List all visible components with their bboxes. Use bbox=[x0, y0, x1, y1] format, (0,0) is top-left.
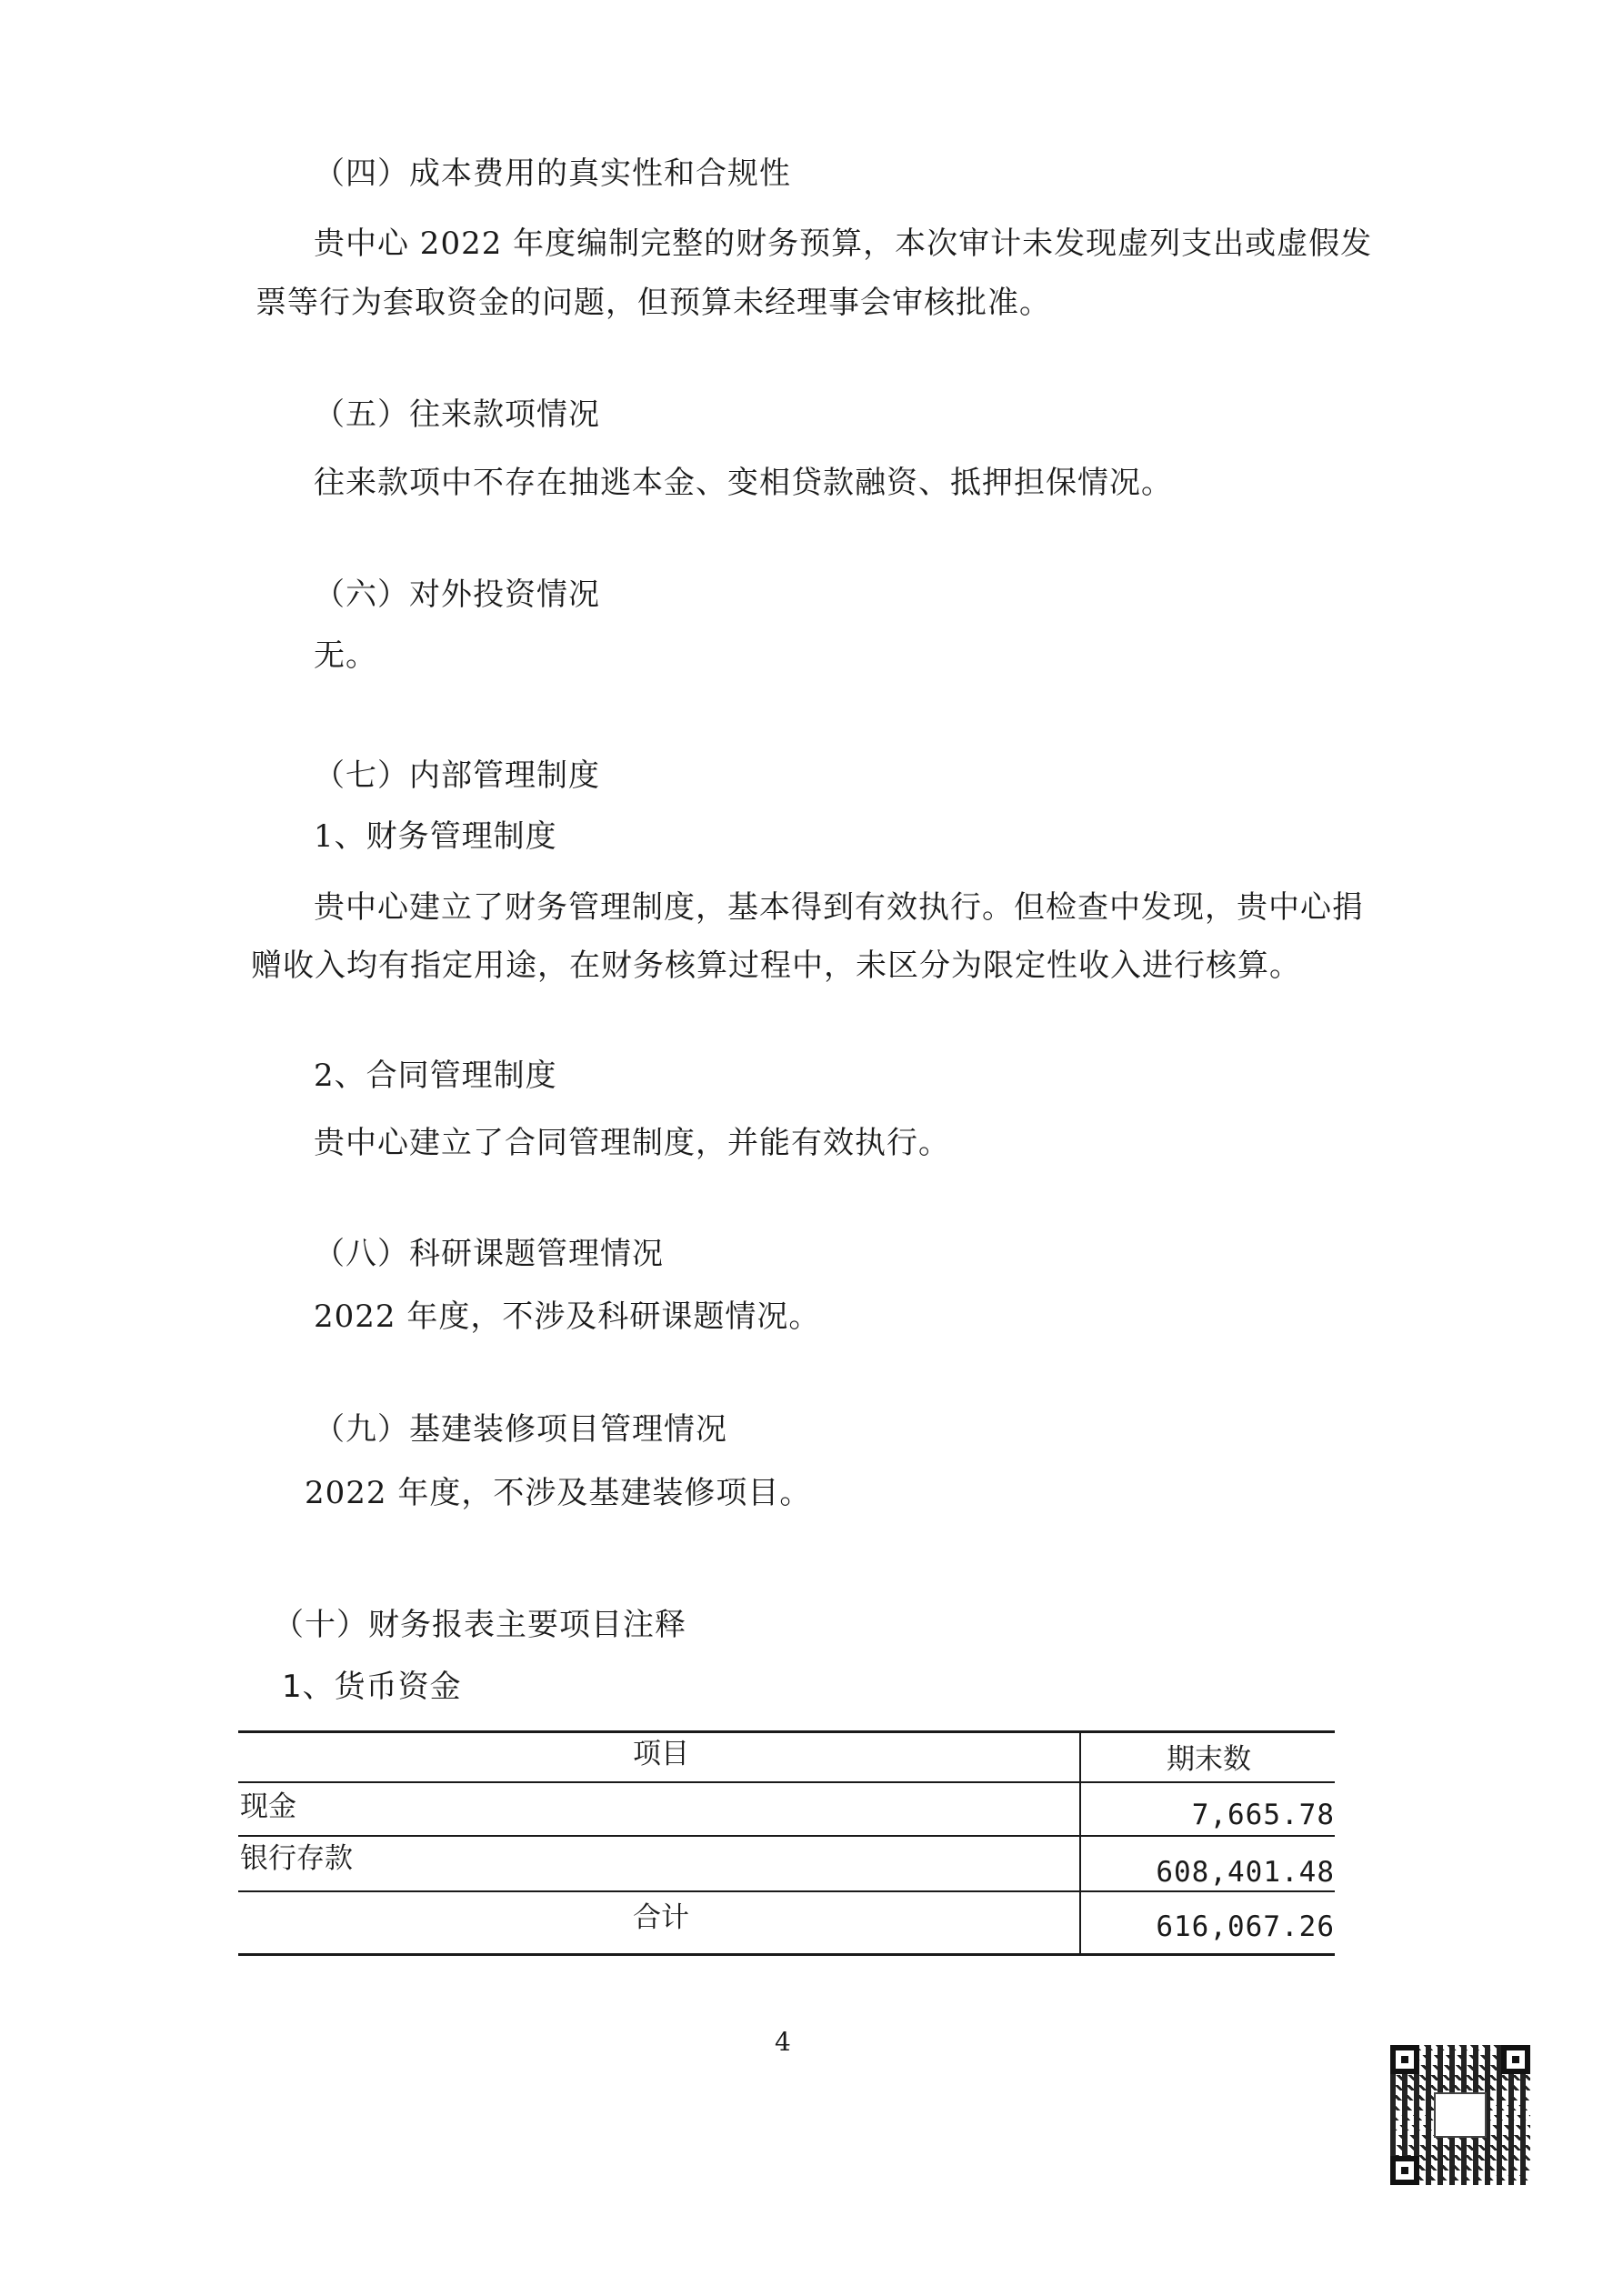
section-8-paragraph: 2022 年度，不涉及科研课题情况。 bbox=[314, 1298, 821, 1335]
section-4-paragraph-line-1: 贵中心 2022 年度编制完整的财务预算，本次审计未发现虚列支出或虚假发 bbox=[314, 226, 1373, 262]
qr-finder-pattern bbox=[1390, 2156, 1419, 2185]
total-amount: 616,067.26 bbox=[1156, 1910, 1335, 1943]
monetary-funds-table bbox=[238, 1730, 1335, 1956]
qr-finder-pattern bbox=[1501, 2045, 1530, 2074]
section-5-paragraph: 往来款项中不存在抽逃本金、变相贷款融资、抵押担保情况。 bbox=[314, 465, 1173, 501]
row-amount-cash: 7,665.78 bbox=[1191, 1799, 1335, 1831]
section-7-sub2-line-1: 贵中心建立了合同管理制度，并能有效执行。 bbox=[314, 1125, 950, 1161]
table-column-divider bbox=[1079, 1730, 1081, 1956]
header-amount: 期末数 bbox=[1167, 1743, 1251, 1776]
row-amount-bank-deposit: 608,401.48 bbox=[1156, 1856, 1335, 1889]
section-5-heading: （五）往来款项情况 bbox=[314, 396, 600, 433]
table-bottom-rule bbox=[238, 1953, 1335, 1956]
section-4-paragraph-line-2: 票等行为套取资金的问题，但预算未经理事会审核批准。 bbox=[255, 285, 1051, 321]
table-row-rule bbox=[238, 1890, 1335, 1892]
section-6-paragraph: 无。 bbox=[314, 637, 377, 674]
section-6-heading: （六）对外投资情况 bbox=[314, 577, 600, 613]
row-item-bank-deposit: 银行存款 bbox=[240, 1842, 353, 1875]
section-7-subheading-2: 2、合同管理制度 bbox=[314, 1058, 557, 1094]
table-row-rule bbox=[238, 1835, 1335, 1837]
section-9-paragraph: 2022 年度，不涉及基建装修项目。 bbox=[305, 1475, 812, 1511]
section-7-subheading-1: 1、财务管理制度 bbox=[314, 818, 557, 855]
section-4-heading: （四）成本费用的真实性和合规性 bbox=[314, 155, 791, 192]
section-7-sub1-line-1: 贵中心建立了财务管理制度，基本得到有效执行。但检查中发现，贵中心捐 bbox=[314, 889, 1364, 926]
page-number: 4 bbox=[775, 2027, 791, 2057]
section-7-sub1-line-2: 赠收入均有指定用途，在财务核算过程中，未区分为限定性收入进行核算。 bbox=[251, 947, 1301, 984]
header-item: 项目 bbox=[633, 1738, 689, 1770]
table-header-rule bbox=[238, 1781, 1335, 1783]
total-item: 合计 bbox=[633, 1901, 689, 1934]
row-item-cash: 现金 bbox=[240, 1790, 296, 1823]
section-9-heading: （九）基建装修项目管理情况 bbox=[314, 1411, 727, 1448]
section-7-heading: （七）内部管理制度 bbox=[314, 757, 600, 794]
table-top-rule bbox=[238, 1730, 1335, 1733]
qr-finder-pattern bbox=[1390, 2045, 1419, 2074]
section-8-heading: （八）科研课题管理情况 bbox=[314, 1236, 664, 1272]
qr-center-mark bbox=[1434, 2092, 1487, 2138]
section-10-subheading-1: 1、货币资金 bbox=[282, 1669, 462, 1705]
qr-code-icon bbox=[1390, 2045, 1530, 2185]
section-10-heading: （十）财务报表主要项目注释 bbox=[273, 1607, 686, 1643]
